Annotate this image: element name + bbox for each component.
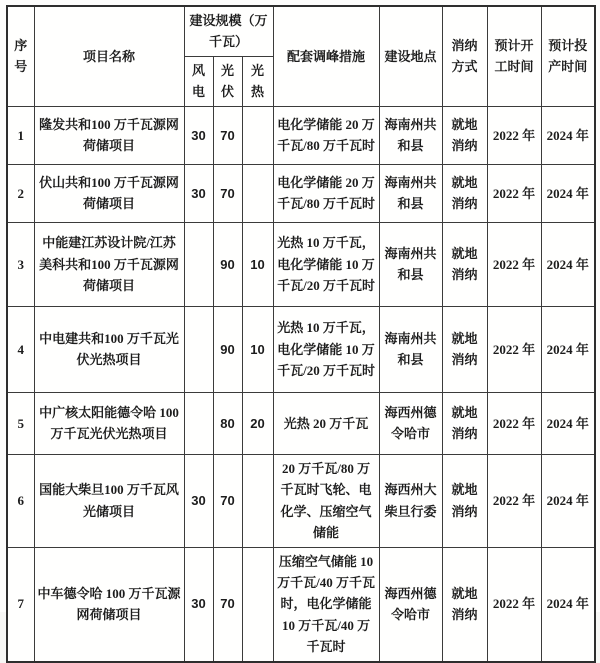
cell-wind: [184, 392, 213, 454]
cell-measures: 光热 10 万千瓦，电化学储能 10 万千瓦/20 万千瓦时: [273, 306, 379, 392]
cell-thermal: 10: [242, 306, 273, 392]
header-wind: 风电: [184, 56, 213, 106]
cell-consumption: 就地消纳: [442, 222, 487, 306]
cell-pv: 70: [213, 454, 242, 547]
header-measures: 配套调峰措施: [273, 6, 379, 106]
cell-measures: 电化学储能 20 万千瓦/80 万千瓦时: [273, 106, 379, 164]
header-location: 建设地点: [379, 6, 442, 106]
cell-thermal: [242, 164, 273, 222]
cell-measures: 光热 10 万千瓦，电化学储能 10 万千瓦/20 万千瓦时: [273, 222, 379, 306]
cell-name: 中广核太阳能德令哈 100 万千瓦光伏光热项目: [34, 392, 184, 454]
cell-location: 海南州共和县: [379, 164, 442, 222]
cell-location: 海南州共和县: [379, 306, 442, 392]
cell-location: 海西州德令哈市: [379, 392, 442, 454]
header-scale-group: 建设规模（万千瓦）: [184, 6, 273, 56]
cell-production: 2024 年: [541, 164, 595, 222]
cell-wind: 30: [184, 454, 213, 547]
cell-name: 国能大柴旦100 万千瓦风光储项目: [34, 454, 184, 547]
table-row: [7, 306, 595, 392]
table-row: [7, 106, 595, 164]
cell-measures: 电化学储能 20 万千瓦/80 万千瓦时: [273, 164, 379, 222]
cell-start: 2022 年: [487, 392, 541, 454]
cell-name: 中能建江苏设计院/江苏美科共和100 万千瓦源网荷储项目: [34, 222, 184, 306]
cell-seq: 5: [7, 392, 34, 454]
cell-production: 2024 年: [541, 306, 595, 392]
header-seq: 序号: [7, 6, 34, 106]
cell-pv: 90: [213, 306, 242, 392]
header-project-name: 项目名称: [34, 6, 184, 106]
cell-pv: 90: [213, 222, 242, 306]
cell-wind: 30: [184, 547, 213, 662]
cell-production: 2024 年: [541, 547, 595, 662]
projects-table: [6, 5, 596, 663]
header-pv: 光伏: [213, 56, 242, 106]
cell-seq: 6: [7, 454, 34, 547]
table-header: [7, 6, 595, 106]
cell-start: 2022 年: [487, 222, 541, 306]
cell-consumption: 就地消纳: [442, 454, 487, 547]
cell-thermal: [242, 106, 273, 164]
cell-pv: 80: [213, 392, 242, 454]
cell-thermal: [242, 454, 273, 547]
cell-thermal: 20: [242, 392, 273, 454]
cell-seq: 2: [7, 164, 34, 222]
cell-location: 海南州共和县: [379, 222, 442, 306]
table-row: [7, 164, 595, 222]
cell-measures: 20 万千瓦/80 万千瓦时飞轮、电化学、压缩空气储能: [273, 454, 379, 547]
cell-start: 2022 年: [487, 454, 541, 547]
cell-thermal: [242, 547, 273, 662]
cell-thermal: 10: [242, 222, 273, 306]
cell-name: 伏山共和100 万千瓦源网荷储项目: [34, 164, 184, 222]
cell-measures: 压缩空气储能 10 万千瓦/40 万千瓦时，电化学储能 10 万千瓦/40 万千瓦时: [273, 547, 379, 662]
cell-consumption: 就地消纳: [442, 392, 487, 454]
table-row: [7, 392, 595, 454]
cell-consumption: 就地消纳: [442, 106, 487, 164]
cell-seq: 1: [7, 106, 34, 164]
cell-consumption: 就地消纳: [442, 164, 487, 222]
table-body: [7, 106, 595, 661]
cell-production: 2024 年: [541, 392, 595, 454]
cell-consumption: 就地消纳: [442, 306, 487, 392]
cell-name: 中电建共和100 万千瓦光伏光热项目: [34, 306, 184, 392]
cell-seq: 7: [7, 547, 34, 662]
cell-production: 2024 年: [541, 222, 595, 306]
header-consumption: 消纳方式: [442, 6, 487, 106]
header-start-time: 预计开工时间: [487, 6, 541, 106]
cell-location: 海西州德令哈市: [379, 547, 442, 662]
cell-pv: 70: [213, 106, 242, 164]
cell-seq: 4: [7, 306, 34, 392]
table-row: [7, 222, 595, 306]
cell-consumption: 就地消纳: [442, 547, 487, 662]
header-production-time: 预计投产时间: [541, 6, 595, 106]
cell-wind: [184, 222, 213, 306]
cell-name: 隆发共和100 万千瓦源网荷储项目: [34, 106, 184, 164]
cell-name: 中车德令哈 100 万千瓦源网荷储项目: [34, 547, 184, 662]
cell-start: 2022 年: [487, 547, 541, 662]
cell-wind: [184, 306, 213, 392]
cell-wind: 30: [184, 106, 213, 164]
cell-production: 2024 年: [541, 454, 595, 547]
cell-pv: 70: [213, 164, 242, 222]
table-row: [7, 547, 595, 662]
header-thermal: 光热: [242, 56, 273, 106]
cell-seq: 3: [7, 222, 34, 306]
cell-production: 2024 年: [541, 106, 595, 164]
header-row-1: [7, 6, 595, 56]
cell-measures: 光热 20 万千瓦: [273, 392, 379, 454]
cell-start: 2022 年: [487, 106, 541, 164]
cell-location: 海西州大柴旦行委: [379, 454, 442, 547]
cell-start: 2022 年: [487, 164, 541, 222]
cell-location: 海南州共和县: [379, 106, 442, 164]
cell-pv: 70: [213, 547, 242, 662]
cell-start: 2022 年: [487, 306, 541, 392]
cell-wind: 30: [184, 164, 213, 222]
table-row: [7, 454, 595, 547]
